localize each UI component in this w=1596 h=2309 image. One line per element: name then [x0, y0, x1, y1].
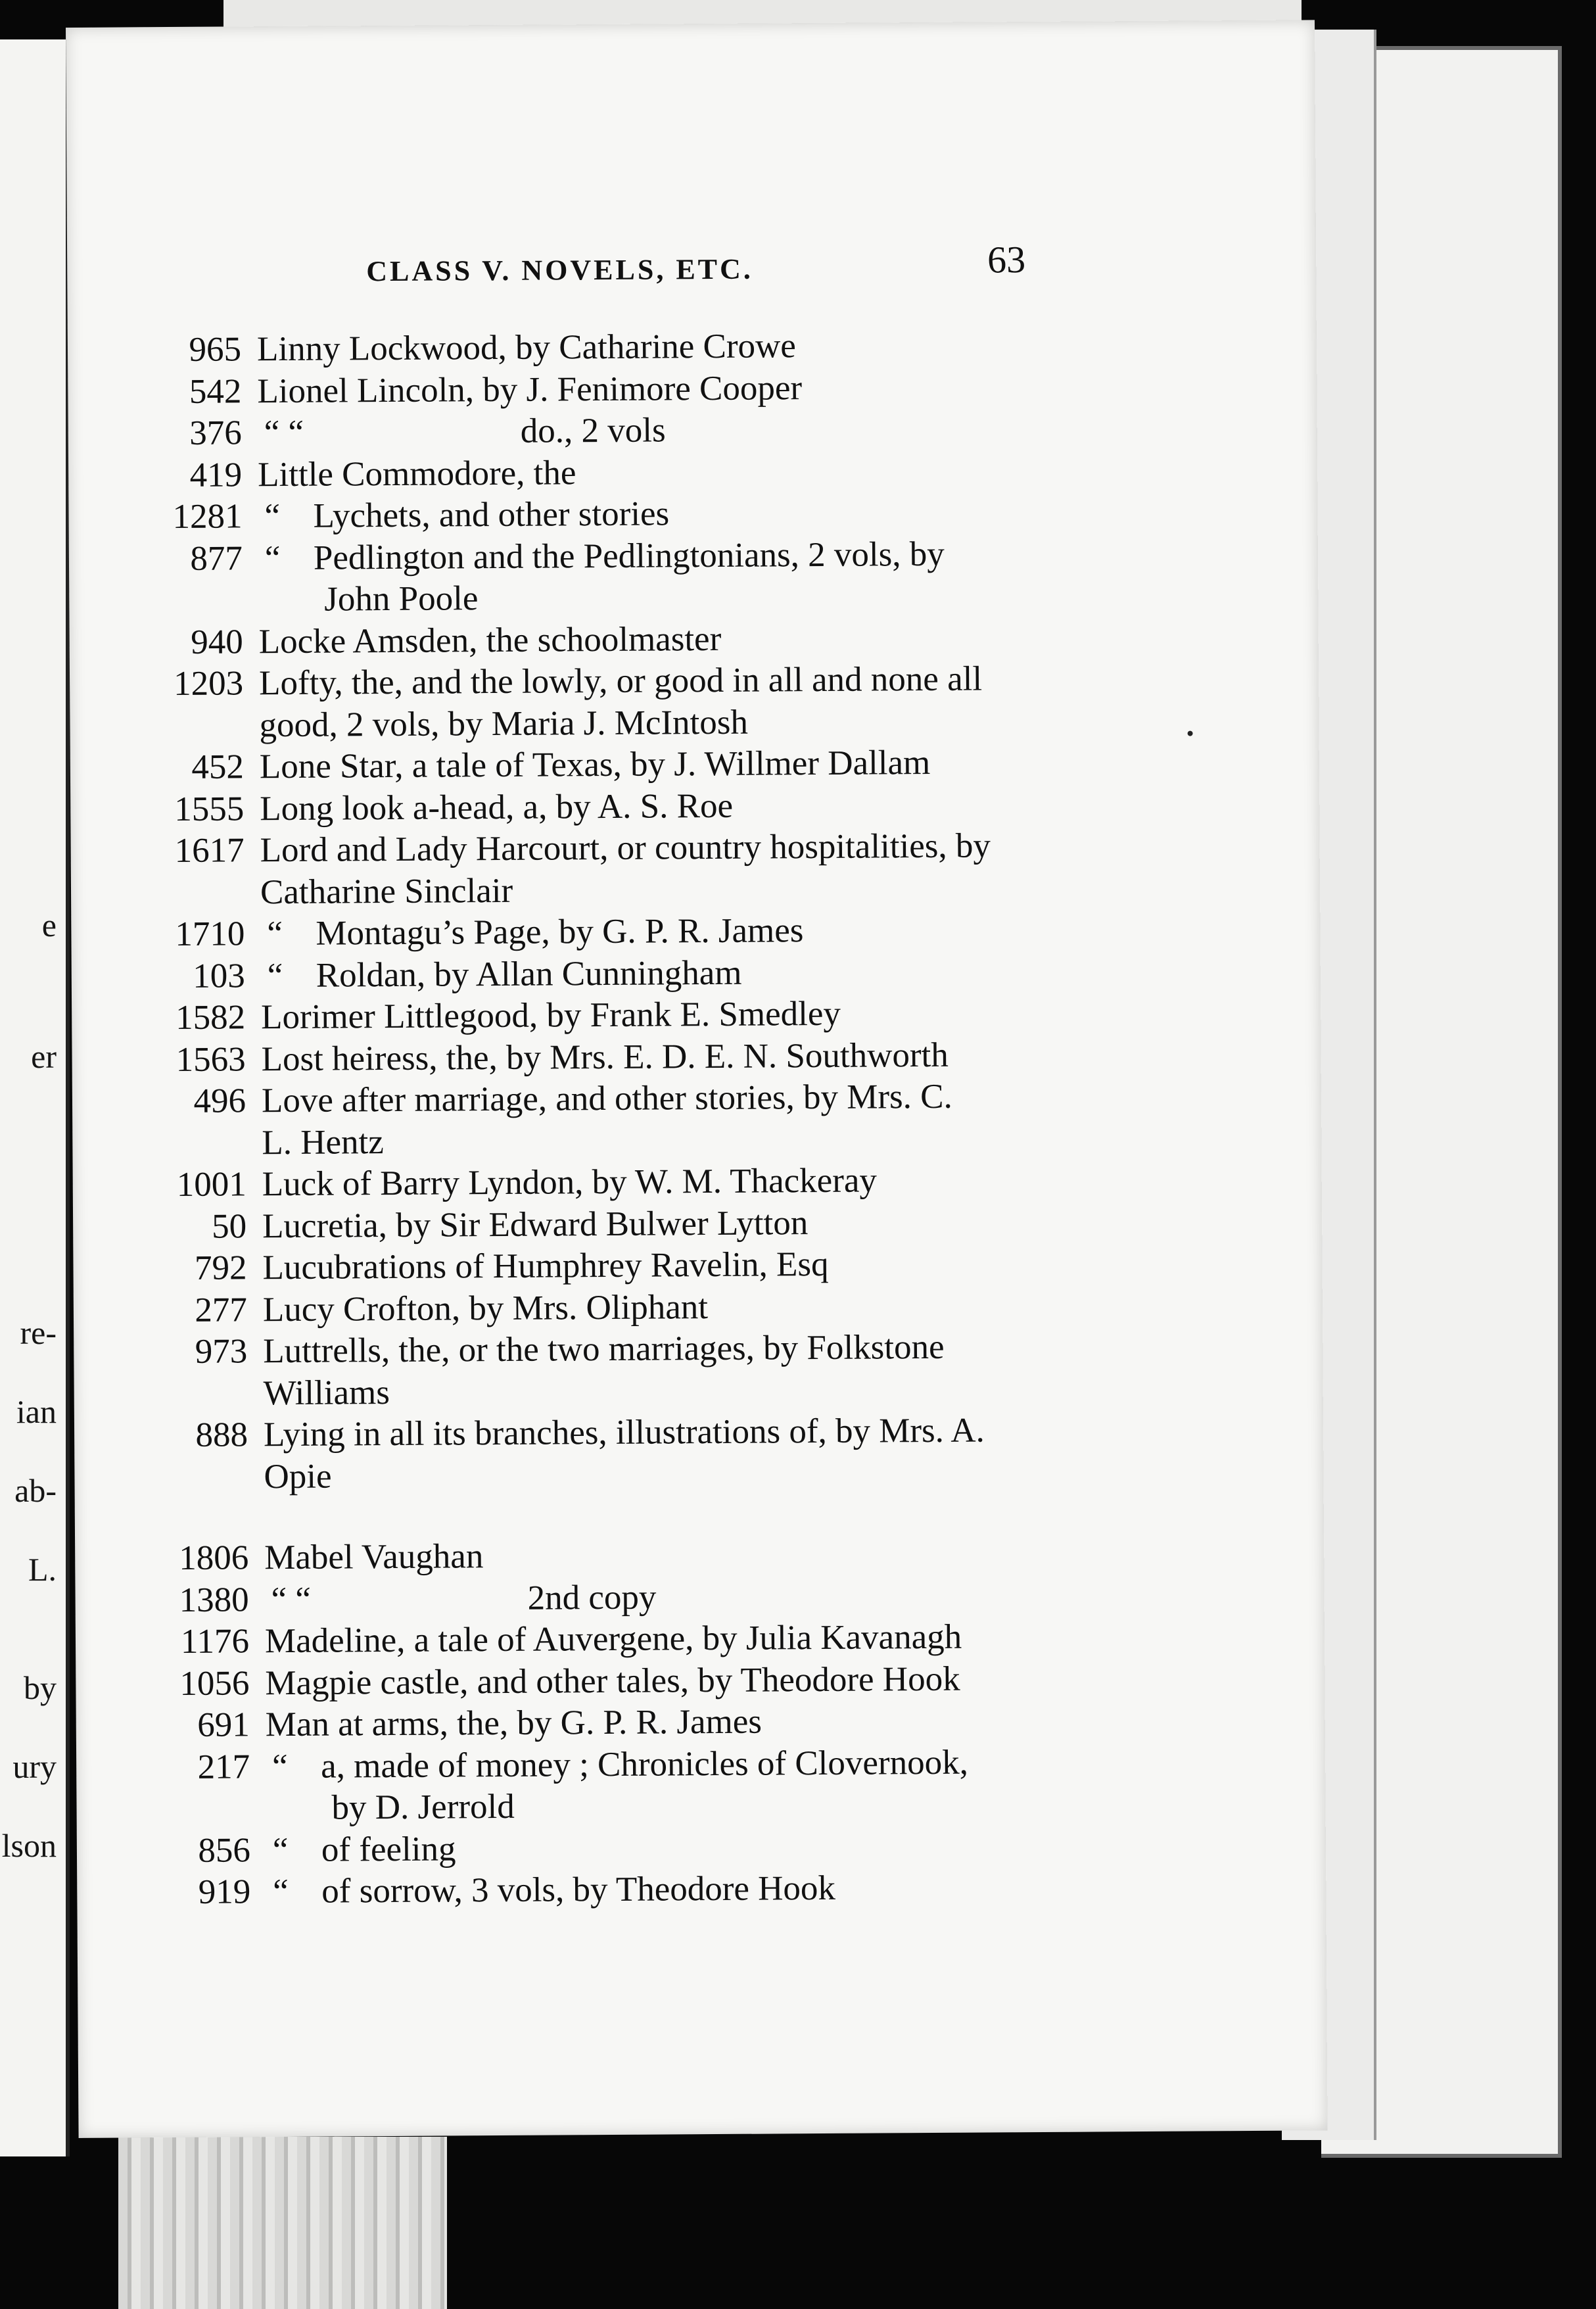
- entry-title: Lucubrations of Humphrey Ravelin, Esq: [262, 1245, 829, 1287]
- catalogue-entry: [103, 824, 1129, 872]
- catalogue-entry: [108, 1657, 1134, 1705]
- entry-number: 542: [189, 371, 242, 411]
- catalogue-entry: [108, 1532, 1133, 1580]
- entry-title: good, 2 vols, by Maria J. McIntosh: [259, 703, 749, 744]
- entry-title: Madeline, a tale of Auvergene, by Julia Kavanagh: [264, 1617, 962, 1661]
- entry-title: 2nd copy: [527, 1578, 657, 1617]
- entry-title: of sorrow, 3 vols, by Theodore Hook: [321, 1869, 836, 1911]
- catalogue-entry: [101, 449, 1127, 497]
- entry-continuation: [109, 1782, 1135, 1830]
- entry-title: Man at arms, the, by G. P. R. James: [265, 1702, 763, 1744]
- catalogue-entry: [101, 407, 1127, 455]
- entry-number: 691: [197, 1705, 250, 1744]
- catalogue-entry: [105, 950, 1130, 998]
- entry-title: Lost heiress, the, by Mrs. E. D. E. N. Southworth: [261, 1035, 949, 1078]
- running-head: CLASS V. NOVELS, ETC.: [366, 252, 753, 288]
- entry-number: 1001: [176, 1165, 246, 1204]
- ditto-mark: “: [267, 915, 283, 953]
- entry-continuation: [102, 574, 1127, 622]
- left-fragment: er: [31, 1038, 57, 1075]
- catalogue-entry: [106, 1201, 1131, 1249]
- entry-continuation: [103, 700, 1128, 748]
- entry-title: Opie: [264, 1457, 332, 1496]
- entry-number: 1176: [180, 1622, 250, 1661]
- page-number: 63: [987, 238, 1026, 281]
- catalogue-entry: [103, 616, 1128, 664]
- catalogue-entry: [104, 908, 1129, 956]
- entry-number: 1582: [176, 998, 246, 1037]
- entry-number: 888: [195, 1416, 248, 1454]
- entry-title: of feeling: [321, 1829, 456, 1869]
- entry-number: 1563: [176, 1039, 246, 1079]
- left-fragment: re-: [20, 1314, 57, 1351]
- entry-title: Linny Lockwood, by Catharine Crowe: [256, 327, 796, 369]
- entry-title: Roldan, by Allan Cunningham: [316, 953, 742, 995]
- catalogue-entry: [101, 490, 1127, 538]
- entry-continuation: [107, 1368, 1133, 1416]
- entry-title: Lofty, the, and the lowly, or good in all and none all: [258, 659, 983, 703]
- entry-number: 103: [193, 956, 245, 995]
- entry-title: Magpie castle, and other tales, by Theodore Hook: [265, 1659, 960, 1702]
- entry-title: Williams: [263, 1373, 390, 1412]
- left-fragment: by: [24, 1669, 57, 1706]
- catalogue-entry: [106, 1158, 1131, 1206]
- entry-title: Pedlington and the Pedlingtonians, 2 vols, by: [313, 535, 945, 577]
- entry-title: Montagu’s Page, by G. P. R. James: [316, 911, 804, 953]
- catalogue-entry: [105, 991, 1130, 1039]
- left-fragment: L.: [28, 1551, 57, 1588]
- catalogue-page: [66, 20, 1328, 2138]
- catalogue-entry: [102, 533, 1127, 581]
- entry-title: Lying in all its branches, illustrations of, by Mrs. A.: [263, 1411, 985, 1454]
- entry-title: Catharine Sinclair: [260, 871, 513, 911]
- left-fragment: ian: [16, 1393, 57, 1430]
- entry-title: by D. Jerrold: [331, 1787, 515, 1827]
- entry-title: do., 2 vols: [520, 411, 666, 450]
- entry-number: 877: [190, 538, 243, 578]
- ditto-mark: “: [267, 956, 283, 995]
- ditto-mark: “: [271, 1747, 288, 1786]
- catalogue-entry: [106, 1284, 1132, 1332]
- entry-number: 50: [211, 1206, 247, 1246]
- catalogue-entry: [103, 741, 1129, 789]
- ditto-mark: “: [264, 497, 281, 536]
- left-fragment: e: [41, 907, 57, 943]
- entry-title: Lord and Lady Harcourt, or country hospitalities, by: [260, 826, 991, 870]
- catalogue-entry: [106, 1242, 1131, 1290]
- entry-title: Luttrells, the, or the two marriages, by Folkstone: [263, 1327, 945, 1371]
- entry-title: Luck of Barry Lyndon, by W. M. Thackeray: [262, 1161, 878, 1204]
- entry-title: L. Hentz: [262, 1122, 384, 1162]
- entry-number: 973: [195, 1332, 248, 1371]
- entry-number: 452: [191, 748, 245, 786]
- entry-number: 376: [189, 414, 242, 452]
- entry-title: a, made of money ; Chronicles of Clovernook,: [320, 1743, 969, 1786]
- entry-number: 1281: [172, 497, 243, 536]
- entry-title: Locke Amsden, the schoolmaster: [258, 619, 722, 661]
- entry-number: 1806: [179, 1538, 249, 1577]
- entry-continuation: [105, 1117, 1131, 1165]
- entry-title: John Poole: [324, 579, 479, 619]
- entry-number: 1710: [175, 915, 245, 954]
- entry-continuation: [107, 1451, 1133, 1499]
- catalogue-entry: [108, 1615, 1134, 1663]
- catalogue-entry: [110, 1866, 1135, 1914]
- entry-title: Lone Star, a tale of Texas, by J. Willmer Dallam: [259, 743, 931, 786]
- entry-title: Lychets, and other stories: [313, 494, 670, 535]
- facing-page-left: [0, 39, 70, 2156]
- entry-number: 496: [193, 1082, 246, 1120]
- ditto-mark: “ “: [271, 1580, 312, 1619]
- entry-number: 1380: [179, 1580, 249, 1619]
- entry-title: Lucy Crofton, by Mrs. Oliphant: [262, 1287, 709, 1329]
- entry-number: 1617: [174, 831, 245, 870]
- catalogue-entry: [109, 1699, 1135, 1747]
- catalogue-entry: [109, 1741, 1135, 1789]
- entry-title: Lucretia, by Sir Edward Bulwer Lytton: [262, 1203, 809, 1245]
- catalogue-entry: [105, 1034, 1130, 1082]
- entry-title: Long look a-head, a, by A. S. Roe: [260, 786, 734, 828]
- entry-number: 940: [191, 622, 243, 661]
- left-fragment: lson: [1, 1827, 57, 1864]
- ditto-mark: “: [264, 538, 281, 577]
- entry-title: Lionel Lincoln, by J. Fenimore Cooper: [257, 368, 803, 410]
- entry-title: Little Commodore, the: [257, 453, 576, 494]
- page-edges-bottom: [118, 2137, 447, 2309]
- catalogue-entry: [106, 1325, 1132, 1373]
- entry-title: Lorimer Littlegood, by Frank E. Smedley: [261, 994, 841, 1037]
- entry-number: 1056: [179, 1663, 250, 1703]
- ditto-mark: “: [273, 1872, 289, 1911]
- entry-number: 1203: [173, 664, 244, 703]
- catalogue-entry: [110, 1824, 1135, 1872]
- catalogue-entry: [101, 323, 1126, 371]
- catalogue-entry: [103, 783, 1129, 831]
- entry-title: Love after marriage, and other stories, by Mrs. C.: [261, 1077, 952, 1120]
- entry-number: 1555: [174, 789, 245, 828]
- catalogue-entries: [101, 323, 1136, 1914]
- entry-title: Mabel Vaughan: [264, 1537, 484, 1577]
- ditto-mark: “ “: [264, 413, 304, 452]
- entry-number: 919: [198, 1872, 251, 1911]
- catalogue-entry: [103, 657, 1128, 705]
- ditto-mark: “: [272, 1830, 289, 1869]
- entry-number: 217: [197, 1747, 250, 1786]
- entry-number: 965: [189, 330, 242, 369]
- catalogue-entry: [108, 1574, 1133, 1622]
- entry-number: 792: [194, 1249, 247, 1287]
- left-fragment: ab-: [14, 1472, 57, 1509]
- left-fragment: ury: [12, 1748, 57, 1785]
- catalogue-entry: [101, 366, 1126, 414]
- catalogue-entry: [107, 1409, 1133, 1457]
- entry-number: 419: [189, 455, 243, 494]
- entry-number: 277: [195, 1290, 248, 1329]
- entry-continuation: [104, 867, 1129, 915]
- entry-number: 856: [198, 1830, 251, 1870]
- ink-speck: [1188, 731, 1193, 736]
- catalogue-entry: [105, 1075, 1131, 1123]
